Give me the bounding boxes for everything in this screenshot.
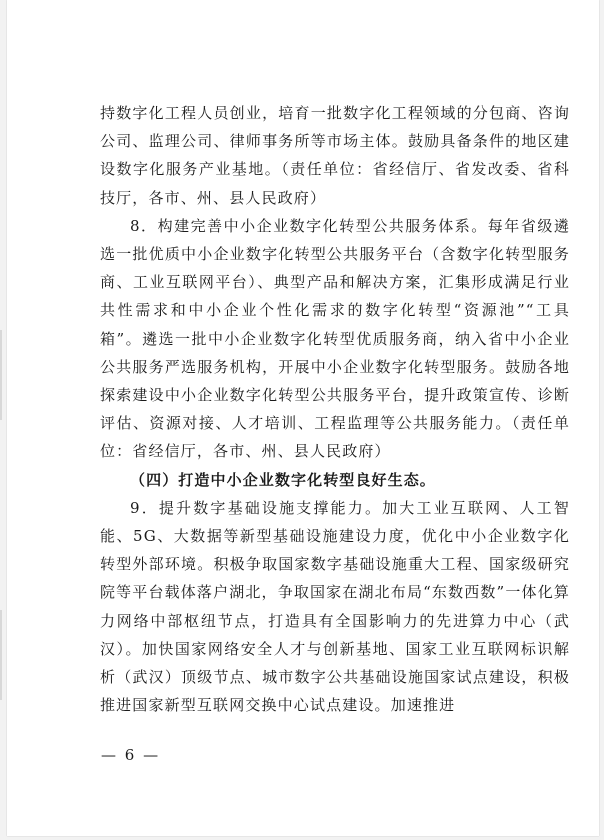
page-number: — 6 —	[101, 746, 161, 764]
paragraph-continuation: 持数字化工程人员创业，培育一批数字化工程领域的分包商、咨询公司、监理公司、律师事务所等市场主体。鼓励具备条件的地区建设数字化服务产业基地。（责任单位：省经信厅、省发改委、省科技厅，各市、州、县人民政府）	[100, 104, 570, 207]
document-page	[7, 0, 599, 836]
scan-edge-mark	[0, 330, 2, 420]
body-text	[100, 99, 570, 719]
paragraph-item-9: 9．提升数字基础设施支撑能力。加大工业互联网、人工智能、5G、大数据等新型基础设施建设力度，优化中小企业数字化转型外部环境。积极争取国家数字基础设施重大工程、国家级研究院等平台载体落户湖北，争取国家在湖北布局“东数西数”一体化算力网络中部枢纽节点，打造具有全国影响力的先进算力中心（武汉）。加快国家网络安全人才与创新基地、国家工业互联网标识解析（武汉）顶级节点、城市数字公共基础设施国家试点建设，积极推进国家新型互联网交换中心试点建设。加速推进	[100, 498, 570, 715]
scan-edge-mark	[0, 610, 2, 700]
section-heading-4: （四）打造中小企业数字化转型良好生态。	[130, 470, 436, 489]
paragraph-item-8: 8．构建完善中小企业数字化转型公共服务体系。每年省级遴选一批优质中小企业数字化转型公共服务平台（含数字化转型服务商、工业互联网平台）、典型产品和解决方案，汇集形成满足行业共性需求和中小企业个性化需求的数字化转型“资源池”“工具箱”。遴选一批中小企业数字化转型优质服务商，纳入省中小企业公共服务严选服务机构，开展中小企业数字化转型服务。鼓励各地探索建设中小企业数字化转型公共服务平台，提升政策宣传、诊断评估、资源对接、人才培训、工程监理等公共服务能力。（责任单位：省经信厅，各市、州、县人民政府）	[100, 216, 570, 461]
